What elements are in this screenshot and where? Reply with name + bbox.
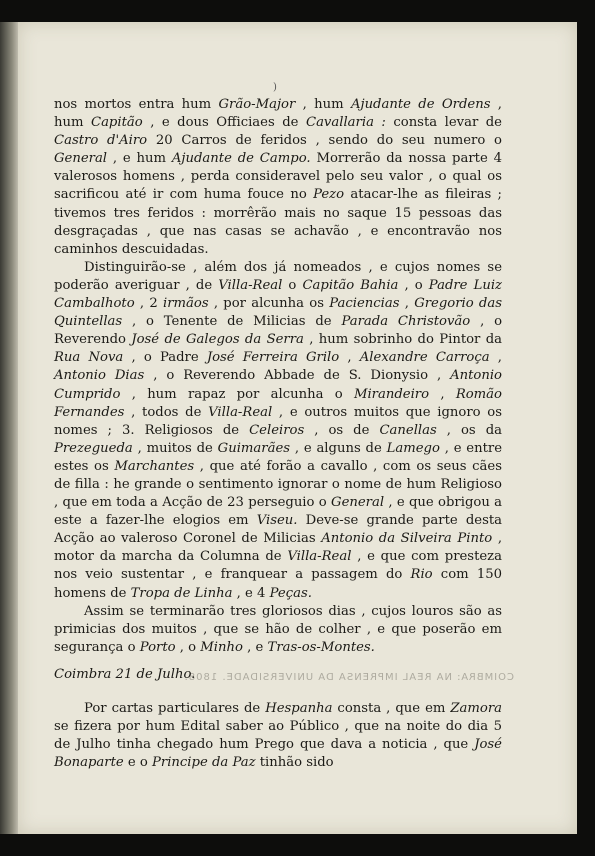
text-run: , hum	[54, 97, 502, 131]
italic-run: Cavallaria :	[305, 115, 386, 131]
text-run: , todos de	[124, 404, 209, 420]
text-run: , o Reverendo Abbade de S. Dionysio ,	[144, 368, 451, 384]
text-run: , por alcunha os	[208, 296, 330, 312]
italic-run: Guimarães	[217, 440, 291, 456]
text-run: , o Tenente de Milicias de	[122, 314, 342, 330]
italic-run: Villa-Real	[218, 277, 283, 293]
paragraph-zamora-news	[54, 700, 502, 772]
text-run: ,	[489, 350, 502, 366]
italic-run: Tras-os-Montes.	[267, 639, 375, 655]
italic-run: Villa-Real	[208, 404, 273, 420]
paragraph-conclusion	[54, 603, 502, 657]
italic-run: Viseu.	[256, 513, 298, 529]
italic-run: Alexandre Carroça	[359, 350, 490, 366]
italic-run: General	[54, 151, 108, 167]
italic-run: Tropa de Linha	[130, 585, 233, 601]
text-run: 20 Carros de feridos , sendo do seu numero o	[147, 133, 502, 149]
italic-run: Rio	[410, 567, 433, 583]
italic-run: Villa-Real	[287, 549, 352, 565]
italic-run: irmãos	[162, 296, 209, 312]
text-run: Deve-se grande parte desta Acção ao valeroso Coronel de Milicias	[54, 513, 503, 547]
italic-run: José Ferreira Grilo	[206, 350, 340, 366]
text-run: nos mortos entra hum	[54, 97, 219, 112]
italic-run: Hespanha	[265, 701, 333, 716]
page-text	[54, 96, 502, 772]
text-run: , os de	[304, 422, 380, 438]
text-run: ,	[399, 296, 415, 312]
book-binding-edge	[0, 22, 20, 834]
text-run: com 150 homens de	[54, 567, 502, 601]
text-run: se fizera por hum Edital saber ao Público , que na noite do dia 5 de Julho tinha chegado hum Prego que dava a noticia , que	[54, 719, 502, 753]
italic-run: José de Galegos da Serra	[131, 332, 304, 348]
italic-run: Castro d'Airo	[54, 133, 148, 149]
italic-run: Lamego	[386, 440, 440, 456]
text-run: , e 4	[232, 585, 270, 601]
text-run: , os da	[436, 422, 503, 438]
italic-run: Grão-Major	[218, 97, 296, 112]
paragraph-distinguished	[54, 259, 502, 603]
text-run: , o Reverendo	[54, 314, 503, 348]
text-run: , 2	[134, 296, 163, 312]
text-run: Assim se terminarão tres gloriosos dias , cujos louros são as primicias dos muitos , que se hão de colher , e que poserão em segurança o	[54, 603, 502, 655]
text-run: , hum	[295, 97, 351, 112]
italic-run: Antonio da Silveira Pinto	[321, 531, 493, 547]
text-run: , e	[242, 639, 268, 655]
italic-run: Paciencias	[329, 296, 400, 312]
text-run: Morrerão da nossa parte 4 valerosos homens , perda consideravel pelo seu valor , o qual os sacrificou até ir com huma fouce no	[54, 151, 502, 203]
italic-run: Ajudante de Campo.	[171, 151, 311, 167]
text-run: , e outros muitos que ignoro os nomes ; 3. Religiosos de	[54, 404, 503, 438]
italic-run: Principe da Paz	[152, 755, 256, 771]
italic-run: General	[331, 495, 385, 511]
text-run: , o	[398, 277, 429, 293]
italic-run: Minho	[200, 639, 243, 655]
text-run: , motor da marcha da Columna de	[54, 531, 503, 565]
italic-run: Celeiros	[249, 422, 305, 438]
italic-run: Gregorio das Quintellas	[54, 296, 502, 330]
italic-run: Peças.	[269, 585, 312, 601]
text-run: ,	[429, 386, 456, 402]
text-run: consta levar de	[385, 115, 502, 131]
text-run: Distinguirão-se , além dos já nomeados , e cujos nomes se poderão averiguar , de	[54, 259, 502, 293]
italic-run: Padre Luiz Cambalhoto	[54, 277, 502, 312]
italic-run: Zamora	[450, 701, 503, 716]
text-run: , e hum	[107, 151, 172, 167]
italic-run: José Bonaparte	[54, 737, 502, 771]
text-run: tinhão sido	[255, 755, 334, 771]
text-run: Por cartas particulares de	[84, 701, 266, 716]
italic-run: Capitão Bahia	[302, 277, 399, 293]
text-run: , o Padre	[123, 350, 207, 366]
show-through-imprint: COIMBRA: NA REAL IMPRENSA DA UNIVERSIDADE. 1808.	[183, 672, 514, 683]
text-run: , hum rapaz por alcunha o	[120, 386, 354, 402]
text-run: , e dous Officiaes de	[142, 115, 306, 131]
text-run: , e alguns de	[290, 440, 387, 456]
italic-run: Antonio Dias	[54, 368, 145, 384]
italic-run: Rua Nova	[54, 350, 124, 366]
italic-run: Parada Christovão	[341, 314, 471, 330]
page-mark: )	[273, 82, 277, 93]
italic-run: Antonio Cumprido	[54, 368, 502, 402]
italic-run: Prezegueda	[54, 440, 133, 456]
text-run: ,	[339, 350, 360, 366]
italic-run: Pezo	[313, 187, 345, 203]
italic-run: Mirandeiro	[353, 386, 430, 402]
text-run: e o	[123, 755, 153, 771]
italic-run: Canellas	[379, 422, 437, 438]
text-run: , que até forão a cavallo , com os seus cães de filla : he grande o sentimento ignorar o nome de hum Religioso , que em toda a Acção de 23 perseguio o	[54, 458, 502, 511]
text-run: consta , que em	[332, 701, 451, 716]
paragraph-battle-losses	[54, 96, 502, 259]
italic-run: Capitão	[90, 115, 143, 131]
text-run: , e que obrigou a este a fazer-lhe elogios em	[54, 495, 502, 529]
italic-run: Romão Fernandes	[54, 386, 502, 420]
text-run: , e entre estes os	[54, 440, 503, 474]
text-run: o	[282, 277, 303, 293]
dateline: Coimbra 21 de Julho.	[54, 666, 196, 682]
italic-run: Ajudante de Ordens	[350, 97, 491, 112]
text-run: , muitos de	[132, 440, 218, 456]
text-run: , o	[175, 639, 201, 655]
text-run: , hum sobrinho do Pintor da	[303, 332, 502, 348]
text-run: atacar-lhe as fileiras ; tivemos tres feridos : morrêrão mais no saque 15 pessoas das desgraçadas , que nas casas se achavão , e encontravão nos caminhos descuidadas.	[54, 187, 502, 257]
italic-run: Porto	[139, 639, 176, 655]
text-run: , e que com presteza nos veio sustentar , e franquear a passagem do	[54, 549, 502, 583]
italic-run: Marchantes	[114, 458, 195, 474]
